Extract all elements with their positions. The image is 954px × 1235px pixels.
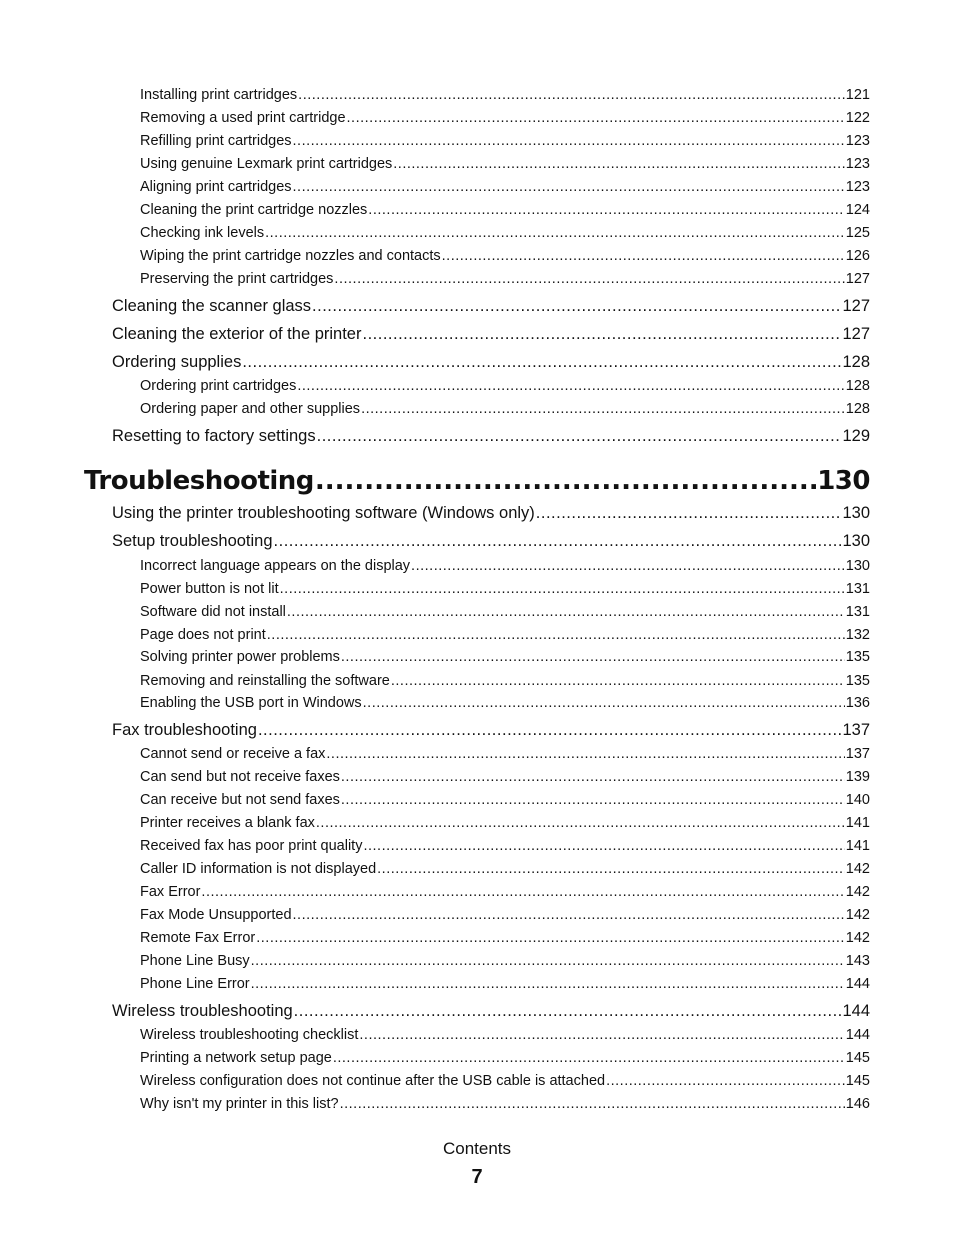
toc-entry-title: Installing print cartridges bbox=[140, 87, 298, 103]
toc-entry-page: 123 bbox=[845, 179, 870, 195]
toc-leader-dots bbox=[265, 225, 845, 241]
toc-entry-title: Printing a network setup page bbox=[140, 1050, 332, 1066]
toc-entry-page: 131 bbox=[845, 581, 870, 597]
toc-leader-dots bbox=[293, 179, 845, 195]
footer-page-number: 7 bbox=[471, 1166, 483, 1188]
toc-entry-title: Printer receives a blank fax bbox=[140, 815, 315, 831]
toc-leader-dots bbox=[242, 353, 841, 372]
toc-chapter-page: 130 bbox=[817, 466, 870, 496]
toc-entry[interactable] bbox=[112, 504, 870, 523]
toc-leader-dots bbox=[393, 156, 845, 172]
toc-entry-title: Caller ID information is not displayed bbox=[140, 861, 377, 877]
toc-entry-page: 127 bbox=[842, 325, 870, 343]
toc-leader-dots bbox=[294, 1002, 842, 1021]
toc-leader-dots bbox=[312, 297, 841, 316]
toc-entry-page: 128 bbox=[842, 353, 870, 371]
toc-leader-dots bbox=[293, 133, 845, 149]
toc-leader-dots bbox=[361, 401, 845, 417]
toc-entry-title: Received fax has poor print quality bbox=[140, 838, 363, 854]
toc-entry[interactable] bbox=[140, 627, 870, 643]
toc-entry-page: 145 bbox=[845, 1073, 870, 1089]
toc-entry-title: Wiping the print cartridge nozzles and contacts bbox=[140, 248, 441, 264]
toc-entry[interactable] bbox=[140, 133, 870, 149]
toc-leader-dots bbox=[201, 884, 844, 900]
toc-entry-title: Removing a used print cartridge bbox=[140, 110, 346, 126]
toc-entry[interactable] bbox=[140, 838, 870, 854]
toc-entry-page: 137 bbox=[845, 746, 870, 762]
toc-entry[interactable] bbox=[140, 401, 870, 417]
toc-entry[interactable] bbox=[112, 427, 870, 446]
toc-leader-dots bbox=[251, 953, 845, 969]
toc-entry[interactable] bbox=[112, 1002, 870, 1021]
toc-entry-page: 145 bbox=[845, 1050, 870, 1066]
footer-section-label: Contents bbox=[442, 1139, 512, 1158]
toc-entry-page: 143 bbox=[845, 953, 870, 969]
toc-leader-dots bbox=[363, 838, 844, 854]
toc-entry-page: 131 bbox=[845, 604, 870, 620]
toc-entry-title: Ordering supplies bbox=[112, 353, 242, 371]
toc-entry-page: 128 bbox=[845, 378, 870, 394]
toc-entry-page: 126 bbox=[845, 248, 870, 264]
toc-entry-page: 129 bbox=[842, 427, 870, 445]
toc-entry-page: 142 bbox=[845, 930, 870, 946]
toc-entry[interactable] bbox=[140, 248, 870, 264]
toc-entry[interactable] bbox=[140, 673, 870, 689]
toc-entry-title: Can receive but not send faxes bbox=[140, 792, 340, 808]
toc-entry-page: 144 bbox=[845, 1027, 870, 1043]
toc-entry[interactable] bbox=[140, 558, 870, 574]
toc-leader-dots bbox=[267, 627, 845, 643]
toc-entry[interactable] bbox=[140, 1050, 870, 1066]
toc-entry[interactable] bbox=[140, 1073, 870, 1089]
toc-entry[interactable] bbox=[140, 953, 870, 969]
toc-entry[interactable] bbox=[140, 695, 870, 711]
toc-chapter-title: Troubleshooting bbox=[84, 466, 314, 496]
toc-entry-title: Preserving the print cartridges bbox=[140, 271, 334, 287]
toc-entry[interactable] bbox=[140, 815, 870, 831]
toc-leader-dots bbox=[363, 695, 845, 711]
toc-entry-title: Software did not install bbox=[140, 604, 286, 620]
toc-entry-page: 140 bbox=[845, 792, 870, 808]
toc-entry[interactable] bbox=[140, 1027, 870, 1043]
toc-entry-title: Cleaning the scanner glass bbox=[112, 297, 312, 315]
toc-entry-title: Solving printer power problems bbox=[140, 649, 340, 665]
toc-leader-dots bbox=[326, 746, 844, 762]
toc-entry-title: Enabling the USB port in Windows bbox=[140, 695, 362, 711]
toc-leader-dots bbox=[256, 930, 845, 946]
toc-leader-dots bbox=[341, 769, 845, 785]
toc-entry-page: 121 bbox=[845, 87, 870, 103]
toc-entry[interactable] bbox=[140, 907, 870, 923]
toc-entry-page: 137 bbox=[842, 721, 870, 739]
toc-entry-title: Fax troubleshooting bbox=[112, 721, 257, 739]
toc-leader-dots bbox=[298, 87, 845, 103]
toc-entry-page: 127 bbox=[845, 271, 870, 287]
toc-entry-page: 122 bbox=[845, 110, 870, 126]
toc-leader-dots bbox=[334, 271, 844, 287]
toc-entry[interactable] bbox=[140, 179, 870, 195]
toc-entry-title: Fax Error bbox=[140, 884, 201, 900]
toc-leader-dots bbox=[341, 649, 845, 665]
toc-entry-page: 123 bbox=[845, 156, 870, 172]
toc-entry[interactable] bbox=[140, 604, 870, 620]
toc-entry[interactable] bbox=[140, 156, 870, 172]
toc-leader-dots bbox=[606, 1073, 845, 1089]
toc-entry-page: 130 bbox=[845, 558, 870, 574]
toc-entry-title: Remote Fax Error bbox=[140, 930, 256, 946]
toc-leader-dots bbox=[411, 558, 845, 574]
toc-entry-page: 135 bbox=[845, 673, 870, 689]
toc-entry-title: Ordering print cartridges bbox=[140, 378, 297, 394]
toc-leader-dots bbox=[536, 504, 842, 523]
toc-entry[interactable] bbox=[112, 532, 870, 551]
toc-leader-dots bbox=[317, 427, 842, 446]
toc-entry-title: Power button is not lit bbox=[140, 581, 279, 597]
toc-entry-title: Using genuine Lexmark print cartridges bbox=[140, 156, 393, 172]
toc-leader-dots bbox=[258, 721, 842, 740]
toc-entry-page: 142 bbox=[845, 861, 870, 877]
toc-entry-page: 135 bbox=[845, 649, 870, 665]
toc-entry[interactable] bbox=[140, 581, 870, 597]
toc-entry[interactable] bbox=[140, 769, 870, 785]
toc-entry-title: Removing and reinstalling the software bbox=[140, 673, 390, 689]
toc-entry-title: Setup troubleshooting bbox=[112, 532, 273, 550]
toc-entry-page: 124 bbox=[845, 202, 870, 218]
toc-entry-page: 139 bbox=[845, 769, 870, 785]
toc-leader-dots bbox=[333, 1050, 845, 1066]
toc-leader-dots bbox=[315, 466, 816, 496]
toc-entry-page: 142 bbox=[845, 907, 870, 923]
toc-entry[interactable] bbox=[140, 87, 870, 103]
toc-entry-page: 125 bbox=[845, 225, 870, 241]
toc-leader-dots bbox=[316, 815, 845, 831]
toc-entry[interactable] bbox=[112, 721, 870, 740]
toc-leader-dots bbox=[341, 792, 845, 808]
toc-entry-page: 127 bbox=[842, 297, 870, 315]
toc-entry-title: Why isn't my printer in this list? bbox=[140, 1096, 339, 1112]
toc-entry[interactable] bbox=[140, 861, 870, 877]
toc-entry[interactable] bbox=[140, 202, 870, 218]
toc-entry-title: Aligning print cartridges bbox=[140, 179, 292, 195]
toc-entry[interactable] bbox=[140, 378, 870, 394]
toc-entry[interactable] bbox=[140, 271, 870, 287]
toc-entry-page: 130 bbox=[842, 504, 870, 522]
toc-entry-page: 130 bbox=[842, 532, 870, 550]
toc-entry-title: Phone Line Busy bbox=[140, 953, 250, 969]
toc-entry-title: Ordering paper and other supplies bbox=[140, 401, 361, 417]
toc-entry[interactable] bbox=[140, 746, 870, 762]
toc-leader-dots bbox=[274, 532, 842, 551]
toc-entry[interactable] bbox=[112, 297, 870, 316]
toc-entry-title: Cleaning the print cartridge nozzles bbox=[140, 202, 368, 218]
toc-entry-page: 128 bbox=[845, 401, 870, 417]
toc-leader-dots bbox=[251, 976, 845, 992]
toc-entry[interactable] bbox=[112, 353, 870, 372]
toc-entry-page: 141 bbox=[845, 815, 870, 831]
toc-entry-title: Incorrect language appears on the display bbox=[140, 558, 411, 574]
toc-entry[interactable] bbox=[140, 976, 870, 992]
toc-leader-dots bbox=[362, 325, 841, 344]
toc-entry-title: Fax Mode Unsupported bbox=[140, 907, 292, 923]
toc-entry-title: Phone Line Error bbox=[140, 976, 250, 992]
toc-entry-title: Checking ink levels bbox=[140, 225, 265, 241]
toc-entry-page: 144 bbox=[842, 1002, 870, 1020]
toc-leader-dots bbox=[377, 861, 845, 877]
toc-entry[interactable] bbox=[140, 1096, 870, 1112]
toc-leader-dots bbox=[287, 604, 845, 620]
toc-leader-dots bbox=[359, 1027, 844, 1043]
toc-entry[interactable] bbox=[140, 884, 870, 900]
toc-entry[interactable] bbox=[112, 325, 870, 344]
toc-entry-page: 136 bbox=[845, 695, 870, 711]
toc-entry-page: 142 bbox=[845, 884, 870, 900]
toc-leader-dots bbox=[280, 581, 845, 597]
toc-entry-title: Page does not print bbox=[140, 627, 266, 643]
toc-entry-page: 144 bbox=[845, 976, 870, 992]
toc-chapter-entry[interactable] bbox=[84, 466, 870, 496]
toc-entry-title: Cleaning the exterior of the printer bbox=[112, 325, 362, 343]
toc-entry-title: Wireless troubleshooting checklist bbox=[140, 1027, 359, 1043]
toc-entry[interactable] bbox=[140, 225, 870, 241]
toc-entry-title: Wireless configuration does not continue after the USB cable is attached bbox=[140, 1073, 606, 1089]
toc-entry[interactable] bbox=[140, 649, 870, 665]
toc-entry-title: Resetting to factory settings bbox=[112, 427, 316, 445]
toc-entry[interactable] bbox=[140, 930, 870, 946]
toc-leader-dots bbox=[391, 673, 845, 689]
toc-entry-title: Cannot send or receive a fax bbox=[140, 746, 326, 762]
toc-entry-page: 123 bbox=[845, 133, 870, 149]
toc-entry-title: Wireless troubleshooting bbox=[112, 1002, 293, 1020]
toc-leader-dots bbox=[347, 110, 845, 126]
toc-entry-title: Can send but not receive faxes bbox=[140, 769, 340, 785]
toc-entry-page: 132 bbox=[845, 627, 870, 643]
toc-leader-dots bbox=[442, 248, 845, 264]
toc-entry[interactable] bbox=[140, 792, 870, 808]
toc-entry-page: 146 bbox=[845, 1096, 870, 1112]
toc-leader-dots bbox=[368, 202, 845, 218]
toc-entry-title: Using the printer troubleshooting software (Windows only) bbox=[112, 504, 535, 522]
toc-leader-dots bbox=[293, 907, 845, 923]
toc-entry-title: Refilling print cartridges bbox=[140, 133, 292, 149]
toc-leader-dots bbox=[297, 378, 844, 394]
toc-entry[interactable] bbox=[140, 110, 870, 126]
toc-entry-page: 141 bbox=[845, 838, 870, 854]
toc-leader-dots bbox=[340, 1096, 845, 1112]
